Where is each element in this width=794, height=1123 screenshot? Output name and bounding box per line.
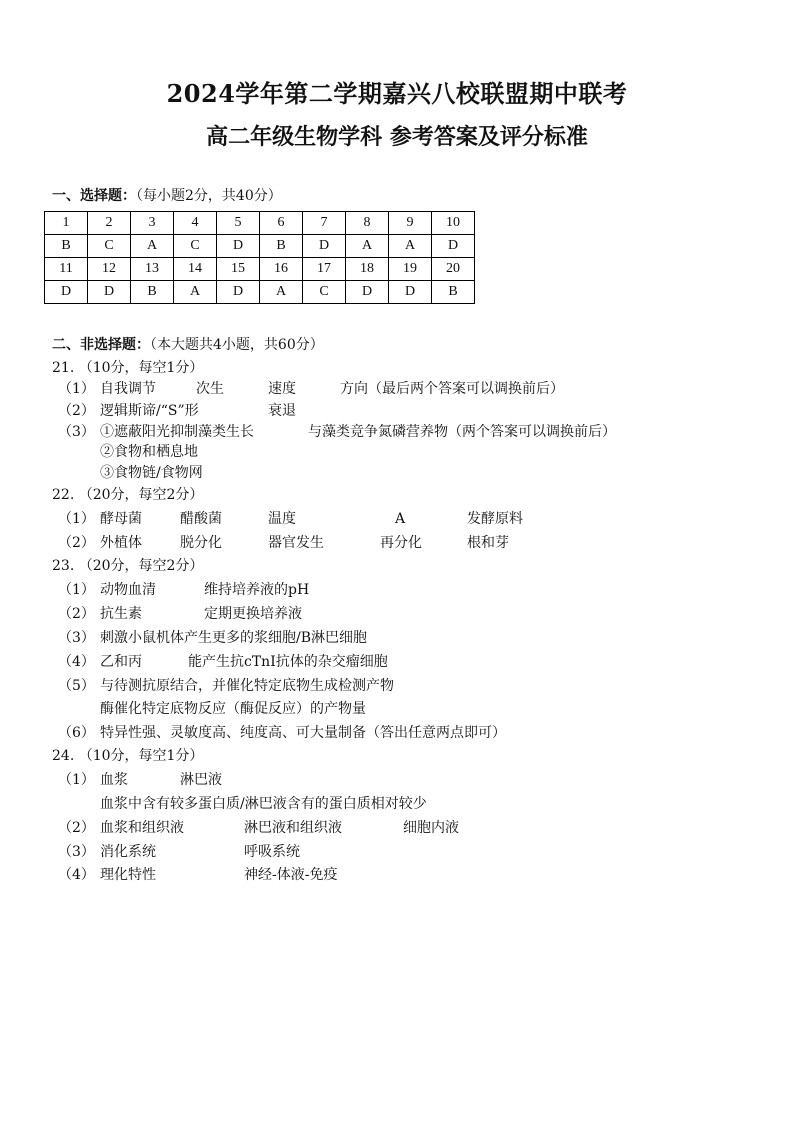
q22-answer-2d: 再分化 [380, 535, 422, 551]
table-cell: 20 [432, 258, 475, 281]
q21-answer-3-number: （3） [58, 424, 95, 440]
q23-header: 23. （20分，每空2分） [52, 558, 204, 574]
q23-answer-2-number: （2） [58, 606, 95, 622]
table-cell: C [88, 235, 131, 258]
document-title: 2024学年第二学期嘉兴八校联盟期中联考 [166, 79, 628, 108]
q24-answer-2b: 淋巴液和组织液 [244, 820, 342, 836]
table-row [45, 281, 475, 304]
q22-answer-1c: 温度 [268, 511, 296, 527]
table-cell: 14 [174, 258, 217, 281]
q23-answer-3a: 刺激小鼠机体产生更多的浆细胞/B淋巴细胞 [100, 630, 368, 646]
q23-answer-2a: 抗生素 [100, 606, 142, 622]
table-cell: 18 [346, 258, 389, 281]
table-cell: 11 [45, 258, 88, 281]
section2-heading [52, 336, 324, 354]
table-cell: 9 [389, 212, 432, 235]
q24-answer-1c: 血浆中含有较多蛋白质/淋巴液含有的蛋白质相对较少 [100, 796, 427, 812]
q24-answer-3a: 消化系统 [100, 844, 156, 860]
q21-answer-1c: 速度 [268, 381, 296, 397]
section1-note: （每小题2分，共40分） [136, 188, 282, 204]
table-cell: 13 [131, 258, 174, 281]
q23-answer-3-number: （3） [58, 630, 95, 646]
table-cell: 15 [217, 258, 260, 281]
q23-answer-5b: 酶催化特定底物反应（酶促反应）的产物量 [100, 701, 366, 717]
table-cell: D [389, 281, 432, 304]
table-cell: 6 [260, 212, 303, 235]
q22-answer-1b: 醋酸菌 [180, 511, 222, 527]
table-cell: 3 [131, 212, 174, 235]
q23-answer-5-number: （5） [58, 678, 95, 694]
q21-answer-1b: 次生 [196, 381, 224, 397]
table-cell: A [260, 281, 303, 304]
q22-answer-2-number: （2） [58, 535, 95, 551]
q21-answer-2b: 衰退 [268, 403, 296, 419]
q22-answer-2a: 外植体 [100, 535, 142, 551]
multiple-choice-answer-table [44, 211, 475, 304]
q21-answer-1d: 方向（最后两个答案可以调换前后） [340, 381, 564, 397]
q21-answer-1-number: （1） [58, 381, 95, 397]
table-cell: B [432, 281, 475, 304]
table-cell: B [260, 235, 303, 258]
q22-answer-1-number: （1） [58, 511, 95, 527]
table-cell: 19 [389, 258, 432, 281]
section2-note: （本大题共4小题，共60分） [150, 337, 324, 353]
table-cell: 2 [88, 212, 131, 235]
table-row [45, 235, 475, 258]
q23-answer-1b: 维持培养液的pH [204, 582, 310, 598]
section2-label: 二、非选择题： [52, 337, 150, 353]
section1-label: 一、选择题： [52, 188, 136, 204]
q24-answer-3-number: （3） [58, 844, 95, 860]
q24-answer-4a: 理化特性 [100, 867, 156, 883]
table-cell: D [88, 281, 131, 304]
document-subtitle: 高二年级生物学科 参考答案及评分标准 [206, 124, 588, 150]
q23-answer-5a: 与待测抗原结合，并催化特定底物生成检测产物 [100, 678, 394, 694]
q22-answer-2b: 脱分化 [180, 535, 222, 551]
section1-heading [52, 187, 282, 205]
q21-answer-3a: ①遮蔽阳光抑制藻类生长 [100, 424, 254, 440]
q22-header: 22. （20分，每空2分） [52, 487, 204, 503]
table-cell: 1 [45, 212, 88, 235]
q23-answer-6a: 特异性强、灵敏度高、纯度高、可大量制备（答出任意两点即可） [100, 725, 506, 741]
table-cell: D [346, 281, 389, 304]
q22-answer-2e: 根和芽 [467, 535, 509, 551]
table-cell: D [432, 235, 475, 258]
q23-answer-4b: 能产生抗cTnI抗体的杂交瘤细胞 [188, 654, 388, 670]
q24-answer-4b: 神经-体液-免疫 [244, 867, 338, 883]
table-cell: A [346, 235, 389, 258]
q22-answer-1e: 发酵原料 [467, 511, 523, 527]
table-cell: 8 [346, 212, 389, 235]
table-cell: 5 [217, 212, 260, 235]
q24-answer-1a: 血浆 [100, 772, 128, 788]
table-cell: A [389, 235, 432, 258]
table-cell: B [131, 281, 174, 304]
q24-answer-2-number: （2） [58, 820, 95, 836]
q21-answer-3c: ②食物和栖息地 [100, 444, 198, 460]
table-cell: A [174, 281, 217, 304]
q24-header: 24. （10分，每空1分） [52, 748, 204, 764]
q24-answer-1b: 淋巴液 [180, 772, 222, 788]
q21-answer-2a: 逻辑斯谛/“S”形 [100, 403, 199, 419]
table-cell: 10 [432, 212, 475, 235]
q24-answer-1-number: （1） [58, 772, 95, 788]
table-cell: C [303, 281, 346, 304]
table-cell: D [217, 235, 260, 258]
q23-answer-4a: 乙和丙 [100, 654, 142, 670]
table-cell: 12 [88, 258, 131, 281]
q23-answer-2b: 定期更换培养液 [204, 606, 302, 622]
q21-answer-2-number: （2） [58, 403, 95, 419]
q23-answer-4-number: （4） [58, 654, 95, 670]
table-cell: 4 [174, 212, 217, 235]
q22-answer-2c: 器官发生 [268, 535, 324, 551]
q24-answer-4-number: （4） [58, 867, 95, 883]
table-cell: 17 [303, 258, 346, 281]
table-row [45, 212, 475, 235]
table-cell: A [131, 235, 174, 258]
table-cell: 16 [260, 258, 303, 281]
table-cell: D [303, 235, 346, 258]
q21-answer-3d: ③食物链/食物网 [100, 465, 203, 481]
q21-answer-1a: 自我调节 [100, 381, 156, 397]
table-cell: D [217, 281, 260, 304]
q22-answer-1a: 酵母菌 [100, 511, 142, 527]
q24-answer-2c: 细胞内液 [403, 820, 459, 836]
q23-answer-1a: 动物血清 [100, 582, 156, 598]
table-cell: 7 [303, 212, 346, 235]
q23-answer-1-number: （1） [58, 582, 95, 598]
q23-answer-6-number: （6） [58, 725, 95, 741]
q24-answer-2a: 血浆和组织液 [100, 820, 184, 836]
table-cell: B [45, 235, 88, 258]
q22-answer-1d: A [395, 511, 406, 527]
table-cell: C [174, 235, 217, 258]
q21-answer-3b: 与藻类竞争氮磷营养物（两个答案可以调换前后） [308, 424, 616, 440]
table-cell: D [45, 281, 88, 304]
q24-answer-3b: 呼吸系统 [244, 844, 300, 860]
table-row [45, 258, 475, 281]
q21-header: 21. （10分，每空1分） [52, 360, 204, 376]
